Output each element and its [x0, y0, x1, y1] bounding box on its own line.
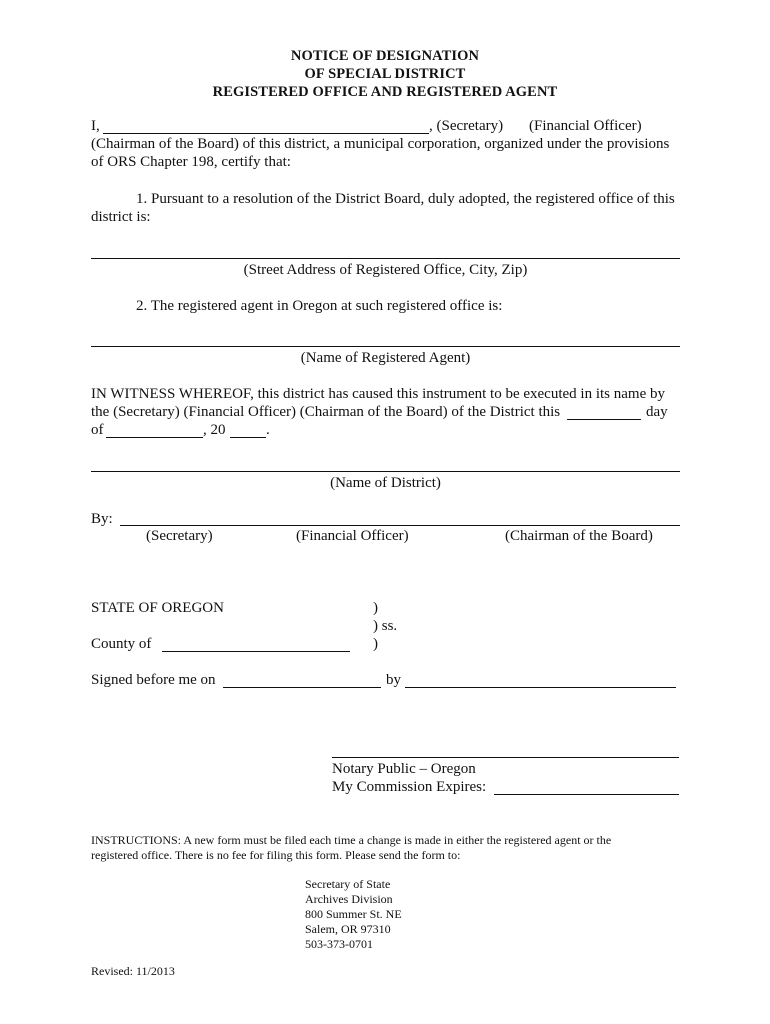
instructions-line-2: registered office. There is no fee for filing this form. Please send the form to: [91, 848, 461, 862]
intro-financial-officer: (Financial Officer) [529, 118, 642, 134]
signer-name-blank[interactable] [103, 133, 429, 134]
district-name-blank[interactable] [91, 471, 680, 472]
address-line-2: Archives Division [305, 892, 393, 906]
title-line-2: OF SPECIAL DISTRICT [304, 66, 466, 82]
signed-by-label: by [386, 672, 401, 688]
address-phone: 503-373-0701 [305, 937, 373, 951]
intro-prefix: I, [91, 118, 100, 134]
signed-date-blank[interactable] [223, 687, 381, 688]
commission-expires-blank[interactable] [494, 794, 679, 795]
witness-of: of [91, 422, 104, 438]
intro-line-2: (Chairman of the Board) of this district, a municipal corporation, organized under the provisions [91, 136, 670, 152]
by-chairman: (Chairman of the Board) [505, 528, 653, 544]
signed-by-blank[interactable] [405, 687, 676, 688]
intro-secretary: , (Secretary) [429, 118, 504, 134]
item1-line-1: 1. Pursuant to a resolution of the District Board, duly adopted, the registered office of this [136, 191, 675, 207]
state-of-oregon: STATE OF OREGON [91, 600, 224, 616]
title-line-3: REGISTERED OFFICE AND REGISTERED AGENT [212, 84, 558, 100]
commission-expires-label: My Commission Expires: [332, 779, 487, 795]
notary-signature-blank[interactable] [332, 757, 679, 758]
signature-blank[interactable] [120, 525, 680, 526]
witness-line-2: the (Secretary) (Financial Officer) (Chairman of the Board) of the District this [91, 404, 561, 420]
title-line-1: NOTICE OF DESIGNATION [290, 48, 480, 64]
day-blank[interactable] [567, 419, 641, 420]
venue-paren-1: ) [373, 600, 378, 616]
by-financial-officer: (Financial Officer) [296, 528, 409, 544]
registered-agent-blank[interactable] [91, 346, 680, 347]
by-label: By: [91, 511, 113, 527]
item2-line-1: 2. The registered agent in Oregon at such registered office is: [136, 298, 503, 314]
address-line-3: 800 Summer St. NE [305, 907, 402, 921]
address-line-4: Salem, OR 97310 [305, 922, 391, 936]
intro-line-3: of ORS Chapter 198, certify that: [91, 154, 291, 170]
registered-agent-caption: (Name of Registered Agent) [300, 350, 471, 366]
witness-line-1: IN WITNESS WHEREOF, this district has caused this instrument to be executed in its name by [91, 386, 665, 402]
county-label: County of [91, 636, 152, 652]
venue-paren-3: ) [373, 636, 378, 652]
registered-office-blank[interactable] [91, 258, 680, 259]
address-line-1: Secretary of State [305, 877, 391, 891]
registered-office-caption: (Street Address of Registered Office, City, Zip) [243, 262, 528, 278]
witness-day: day [646, 404, 668, 420]
instructions-line-1: INSTRUCTIONS: A new form must be filed each time a change is made in either the registered agent or the [91, 833, 612, 847]
revised-date: Revised: 11/2013 [91, 964, 175, 978]
witness-period: . [266, 422, 270, 438]
by-secretary: (Secretary) [146, 528, 213, 544]
district-name-caption: (Name of District) [330, 475, 441, 491]
item1-line-2: district is: [91, 209, 151, 225]
venue-ss: ) ss. [373, 618, 398, 634]
county-blank[interactable] [162, 651, 350, 652]
witness-year-prefix: , 20 [203, 422, 226, 438]
notary-public: Notary Public – Oregon [332, 761, 476, 777]
signed-before-label: Signed before me on [91, 672, 216, 688]
year-blank[interactable] [230, 437, 266, 438]
month-blank[interactable] [106, 437, 203, 438]
